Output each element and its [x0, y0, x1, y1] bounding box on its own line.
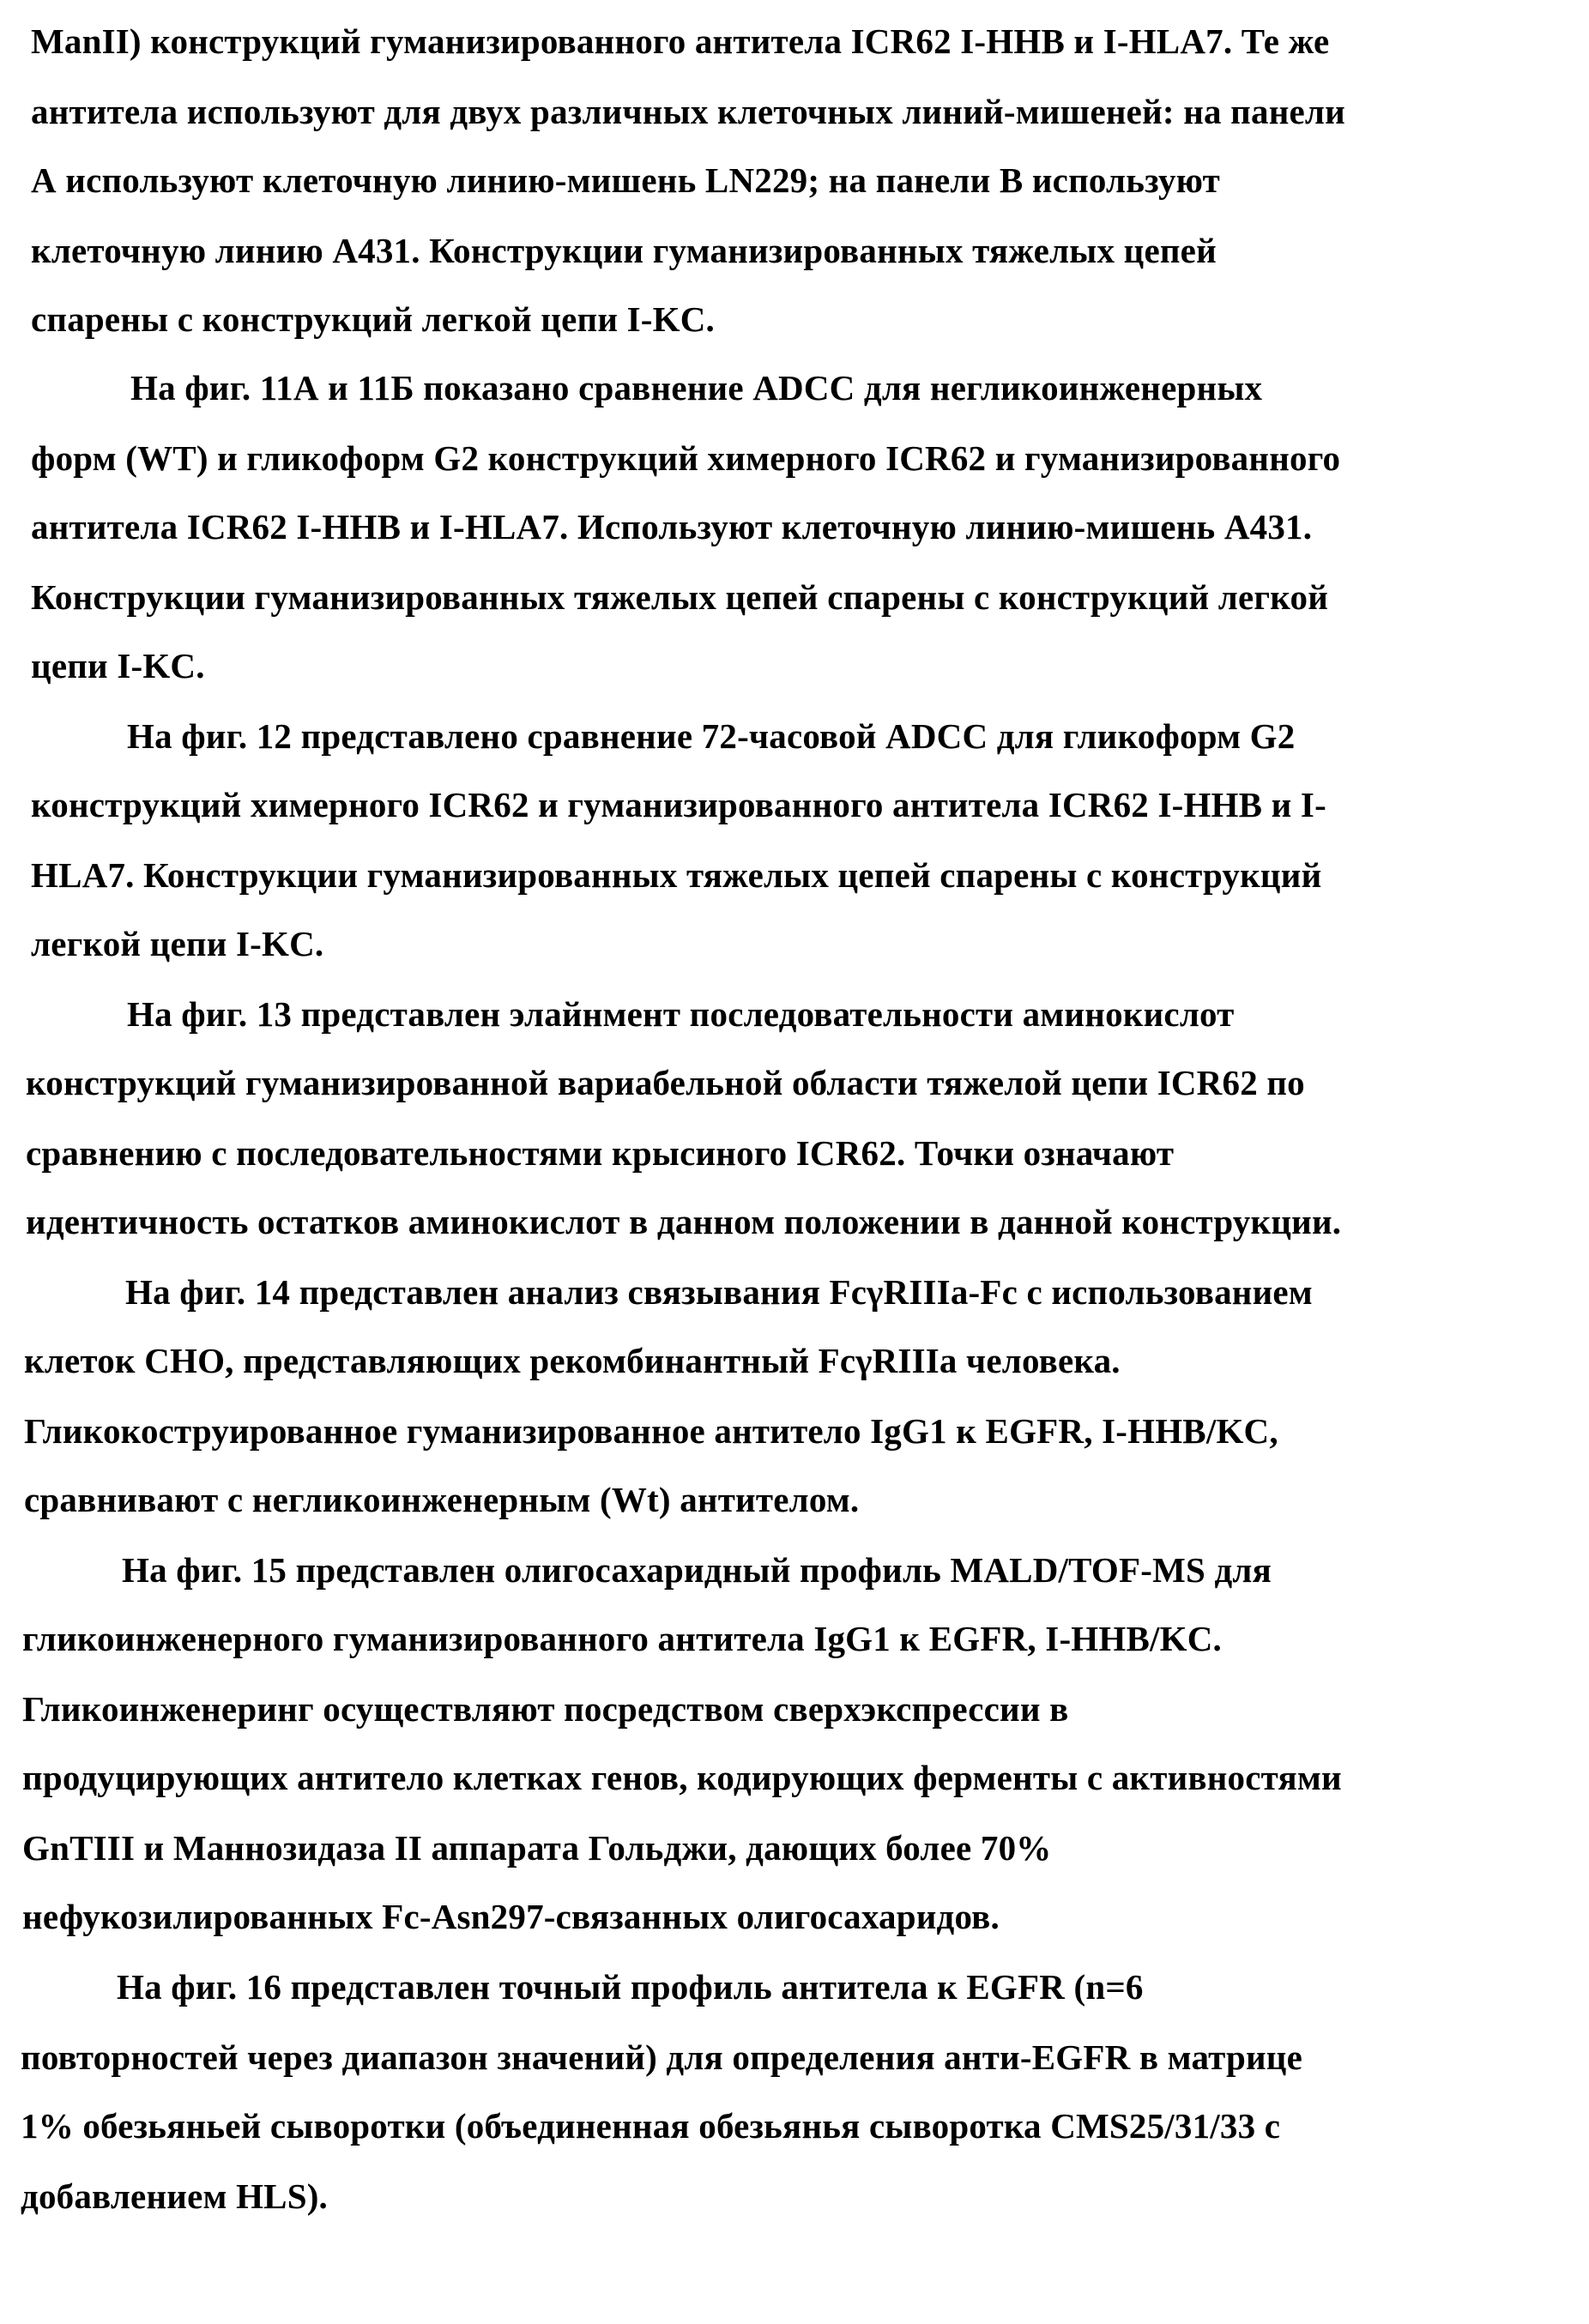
text-line: HLA7. Конструкции гуманизированных тяжелых цепей спарены с конструкций — [31, 855, 1322, 895]
text-line: На фиг. 13 представлен элайнмент последовательности аминокислот — [127, 994, 1235, 1034]
text-line: гликоинженерного гуманизированного антитела IgG1 к EGFR, I-HHB/KC. — [22, 1619, 1222, 1658]
text-line: клеток CHO, представляющих рекомбинантный FcγRIIIa человека. — [24, 1341, 1121, 1380]
text-line: антитела используют для двух различных клеточных линий-мишеней: на панели — [31, 92, 1345, 131]
text-line: добавлением HLS). — [21, 2176, 329, 2216]
text-line: ManII) конструкций гуманизированного антитела ICR62 I-HHB и I-HLA7. Те же — [31, 21, 1330, 61]
text-line: А используют клеточную линию-мишень LN229; на панели В используют — [31, 160, 1220, 200]
text-line: Гликокоструированное гуманизированное антитело IgG1 к EGFR, I-HHB/KC, — [24, 1411, 1278, 1451]
text-line: Гликоинженеринг осуществляют посредством сверхэкспрессии в — [22, 1689, 1069, 1729]
text-line: повторностей через диапазон значений) для определения анти-EGFR в матрице — [21, 2037, 1303, 2077]
text-line: сравнивают с негликоинженерным (Wt) антителом. — [24, 1480, 860, 1519]
text-line: GnTIII и Маннозидаза II аппарата Гольджи, дающих более 70% — [22, 1828, 1052, 1868]
text-line: сравнению с последовательностями крысиного ICR62. Точки означают — [26, 1133, 1175, 1173]
text-line: На фиг. 16 представлен точный профиль антитела к EGFR (n=6 — [117, 1967, 1144, 2007]
text-line: форм (WT) и гликоформ G2 конструкций химерного ICR62 и гуманизированного — [31, 438, 1341, 478]
text-line: конструкций химерного ICR62 и гуманизированного антитела ICR62 I-HHB и I- — [31, 785, 1326, 824]
text-line: На фиг. 15 представлен олигосахаридный профиль MALD/TOF-MS для — [122, 1550, 1272, 1590]
text-line: На фиг. 11А и 11Б показано сравнение ADCC для негликоинженерных — [130, 368, 1263, 407]
text-line: легкой цепи I-KC. — [31, 924, 324, 963]
text-line: продуцирующих антитело клетках генов, кодирующих ферменты с активностями — [22, 1758, 1342, 1797]
text-line: идентичность остатков аминокислот в данном положении в данной конструкции. — [26, 1202, 1342, 1241]
text-line: На фиг. 14 представлен анализ связывания FcγRIIIa-Fc с использованием — [125, 1272, 1313, 1312]
text-line: конструкций гуманизированной вариабельной области тяжелой цепи ICR62 по — [26, 1063, 1305, 1102]
text-line: 1% обезьяньей сыворотки (объединенная обезьянья сыворотка CMS25/31/33 с — [21, 2106, 1281, 2146]
text-line: клеточную линию А431. Конструкции гуманизированных тяжелых цепей — [31, 231, 1217, 270]
text-line: нефукозилированных Fc-Asn297-связанных олигосахаридов. — [22, 1897, 1000, 1936]
text-line: антитела ICR62 I-HHB и I-HLA7. Используют клеточную линию-мишень А431. — [31, 507, 1313, 546]
text-line: спарены с конструкций легкой цепи I-KC. — [31, 299, 715, 339]
text-line: На фиг. 12 представлено сравнение 72-часовой ADCC для гликоформ G2 — [127, 716, 1296, 756]
text-line: Конструкции гуманизированных тяжелых цепей спарены с конструкций легкой — [31, 577, 1329, 617]
text-line: цепи I-KC. — [31, 646, 205, 685]
